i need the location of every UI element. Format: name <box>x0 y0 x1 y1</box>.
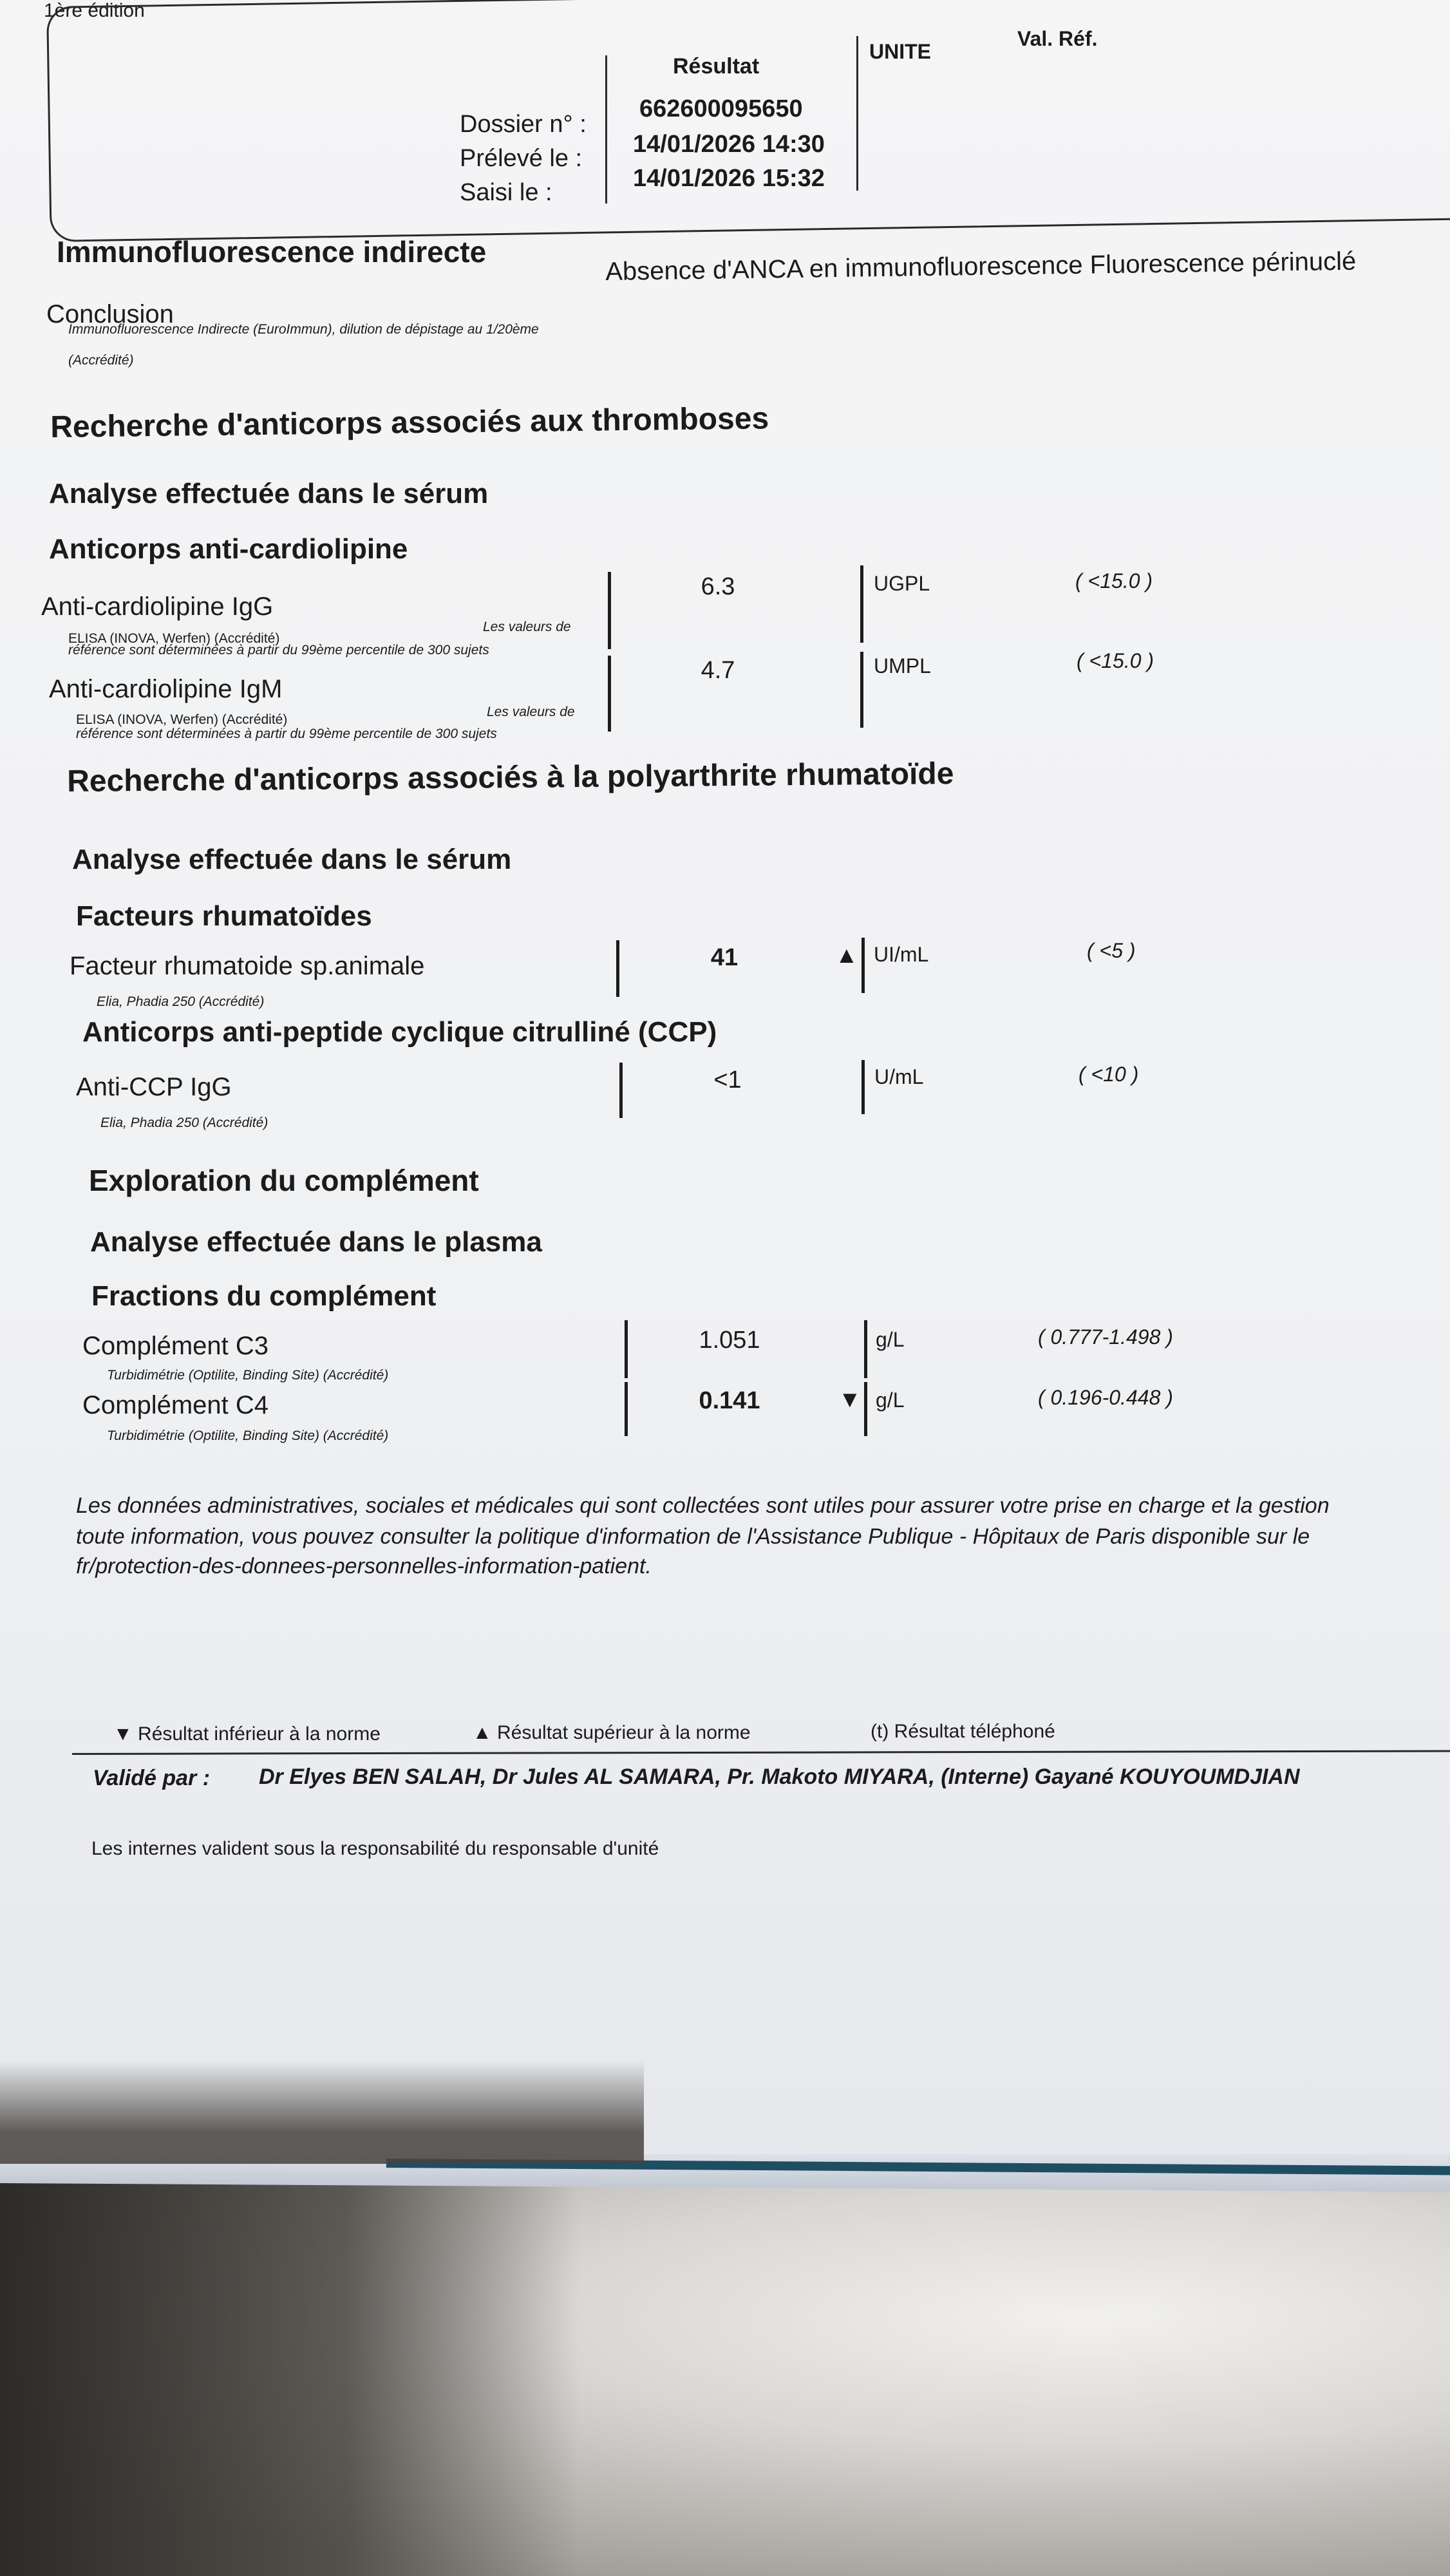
column-divider <box>864 1382 867 1436</box>
test-value: 0.141 <box>699 1387 760 1414</box>
unit-column-header: UNITE <box>869 40 931 63</box>
rheumatoid-factors-group: Facteurs rhumatoïdes <box>76 900 372 932</box>
cardiolipin-group: Anticorps anti-cardiolipine <box>49 533 408 565</box>
conclusion-label: Conclusion <box>46 300 174 328</box>
thrombosis-section-title: Recherche d'anticorps associés aux thromboses <box>50 401 769 444</box>
shadow-area <box>0 2125 579 2576</box>
test-method: Turbidimétrie (Optilite, Binding Site) (Accrédité) <box>107 1368 389 1383</box>
legend-low: ▼ Résultat inférieur à la norme <box>113 1723 381 1745</box>
legend-high: ▲ Résultat supérieur à la norme <box>473 1722 751 1743</box>
test-unit: UI/mL <box>874 943 929 966</box>
test-value: 41 <box>710 944 739 971</box>
test-name: Anti-cardiolipine IgG <box>41 592 274 621</box>
column-divider <box>619 1063 623 1118</box>
privacy-notice-line: fr/protection-des-donnees-personnelles-information-patient. <box>76 1554 652 1578</box>
header-divider <box>605 55 607 204</box>
test-method: Elia, Phadia 250 (Accrédité) <box>97 994 265 1009</box>
validators-list: Dr Elyes BEN SALAH, Dr Jules AL SAMARA, Pr. Makoto MIYARA, (Interne) Gayané KOUYOUMDJIAN <box>259 1765 1300 1789</box>
low-flag-icon: ▼ <box>838 1386 862 1412</box>
test-name: Anti-CCP IgG <box>76 1073 232 1101</box>
test-method: ELISA (INOVA, Werfen) (Accrédité) <box>76 712 288 727</box>
column-divider <box>862 1060 865 1114</box>
reference-range: ( 0.777-1.498 ) <box>1038 1325 1173 1349</box>
reference-range: ( <5 ) <box>1087 939 1136 962</box>
column-divider <box>860 652 863 728</box>
test-value: 6.3 <box>701 573 735 600</box>
column-divider <box>862 938 865 993</box>
ccp-group: Anticorps anti-peptide cyclique citrulliné (CCP) <box>82 1016 717 1048</box>
edition-label: 1ère édition <box>44 0 145 21</box>
reference-range: ( <10 ) <box>1078 1063 1139 1086</box>
collected-label: Prélevé le : <box>460 145 583 172</box>
pr-section-title: Recherche d'anticorps associés à la polyarthrite rhumatoïde <box>67 756 954 799</box>
test-name: Complément C3 <box>82 1332 269 1360</box>
high-flag-icon: ▲ <box>835 942 858 968</box>
dossier-label: Dossier n° : <box>460 111 587 138</box>
test-unit: g/L <box>876 1388 905 1412</box>
pr-sample-type: Analyse effectuée dans le sérum <box>72 844 512 875</box>
test-note: référence sont déterminées à partir du 99ème percentile de 300 sujets <box>68 643 489 658</box>
header-divider <box>856 36 858 191</box>
test-note: Les valeurs de <box>483 620 571 634</box>
column-divider <box>625 1320 628 1378</box>
test-name: Facteur rhumatoide sp.animale <box>70 952 425 980</box>
test-name: Complément C4 <box>82 1391 269 1419</box>
ifi-title: Immunofluorescence indirecte <box>57 235 487 269</box>
test-value: 4.7 <box>701 657 735 684</box>
test-unit: U/mL <box>874 1065 924 1088</box>
column-divider <box>616 940 619 997</box>
test-unit: UGPL <box>874 572 930 595</box>
test-method: Elia, Phadia 250 (Accrédité) <box>100 1115 268 1130</box>
test-unit: UMPL <box>874 654 931 677</box>
privacy-notice-line: toute information, vous pouvez consulter la politique d'information de l'Assistance Publique - Hôpitaux de Paris disponible sur le <box>76 1524 1310 1549</box>
reference-range: ( <15.0 ) <box>1077 649 1154 672</box>
ifi-method: Immunofluorescence Indirecte (EuroImmun), dilution de dépistage au 1/20ème <box>68 322 539 337</box>
column-divider <box>860 565 863 643</box>
test-unit: g/L <box>876 1328 905 1351</box>
reference-range: ( <15.0 ) <box>1075 569 1153 592</box>
footer-divider <box>72 1750 1450 1755</box>
column-divider <box>608 572 611 649</box>
ifi-accreditation: (Accrédité) <box>68 353 134 368</box>
column-divider <box>864 1320 867 1378</box>
test-method: ELISA (INOVA, Werfen) (Accrédité) <box>68 631 280 646</box>
test-value: <1 <box>713 1066 742 1094</box>
column-divider <box>625 1382 628 1436</box>
dossier-number: 662600095650 <box>639 95 803 122</box>
complement-section-title: Exploration du complément <box>89 1164 479 1197</box>
validated-by-label: Validé par : <box>93 1766 211 1790</box>
thrombosis-sample-type: Analyse effectuée dans le sérum <box>49 478 489 509</box>
test-note: Les valeurs de <box>487 705 575 719</box>
complement-sample-type: Analyse effectuée dans le plasma <box>90 1226 542 1258</box>
interns-note: Les internes valident sous la responsabilité du responsable d'unité <box>91 1838 659 1859</box>
test-method: Turbidimétrie (Optilite, Binding Site) (Accrédité) <box>107 1428 389 1443</box>
complement-fractions-group: Fractions du complément <box>91 1280 437 1312</box>
collected-date: 14/01/2026 14:30 <box>633 131 825 158</box>
reference-range: ( 0.196-0.448 ) <box>1038 1386 1173 1409</box>
result-column-header: Résultat <box>673 54 760 79</box>
privacy-notice-line: Les données administratives, sociales et médicales qui sont collectées sont utiles pour assurer votre prise en charge et la gestion <box>76 1493 1330 1518</box>
test-note: référence sont déterminées à partir du 99ème percentile de 300 sujets <box>76 726 497 741</box>
ref-column-header: Val. Réf. <box>1017 27 1098 50</box>
test-name: Anti-cardiolipine IgM <box>49 675 283 703</box>
legend-phoned: (t) Résultat téléphoné <box>871 1721 1055 1742</box>
conclusion-value: Absence d'ANCA en immunofluorescence Fluorescence périnuclé <box>605 247 1357 286</box>
shadow-area <box>0 2061 644 2164</box>
entered-label: Saisi le : <box>460 179 552 206</box>
test-value: 1.051 <box>699 1327 760 1354</box>
entered-date: 14/01/2026 15:32 <box>633 165 825 192</box>
column-divider <box>608 656 611 732</box>
